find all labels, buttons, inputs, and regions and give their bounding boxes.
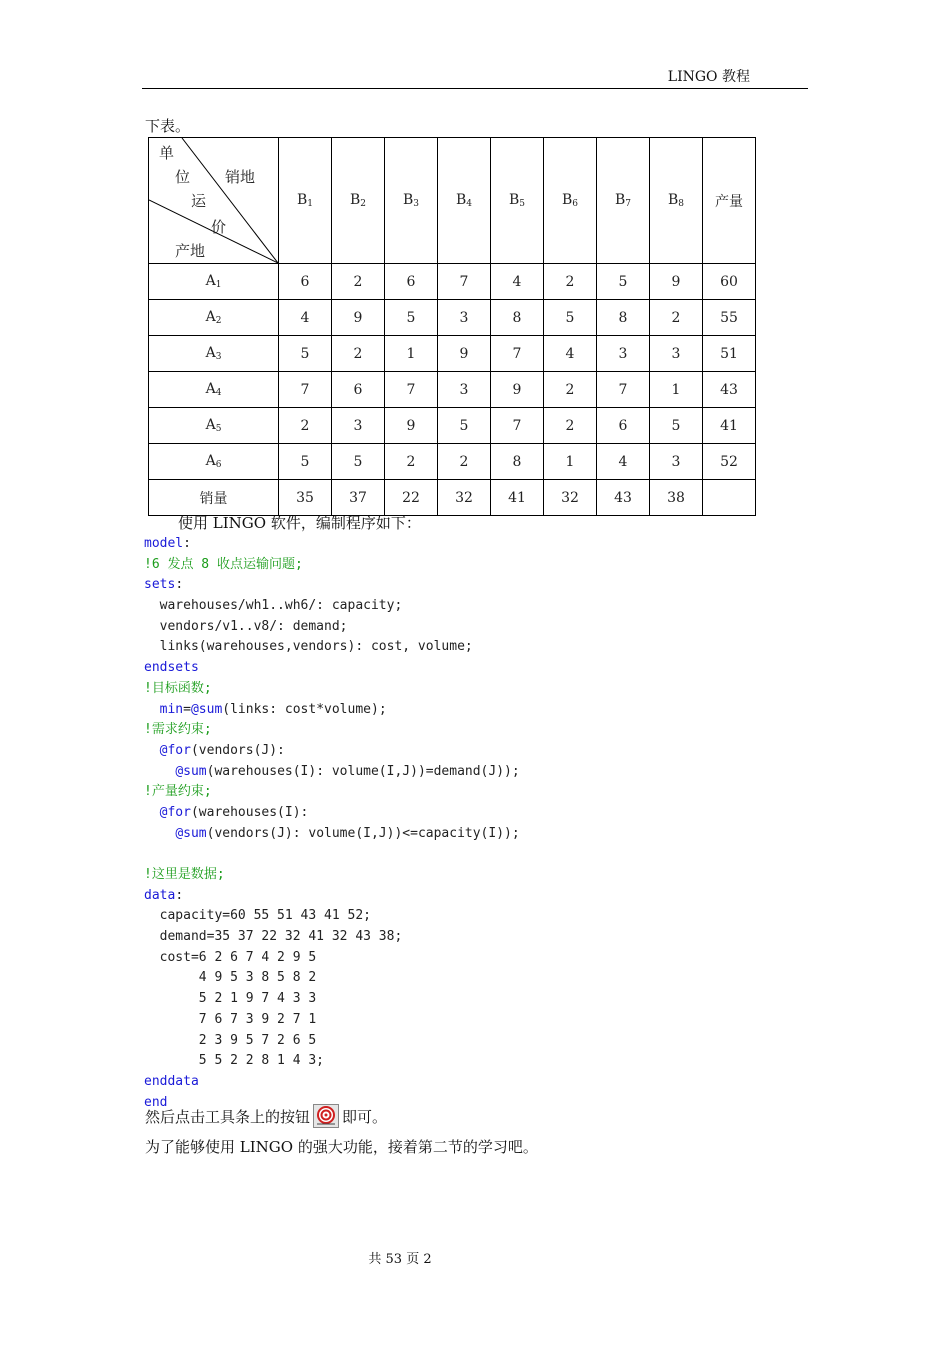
table-cell: 9 [650,264,703,300]
code-token [144,805,160,820]
sales-cell: 32 [438,480,491,516]
instruction-before-icon: 然后点击工具条上的按钮 [145,1107,311,1126]
table-cell: 2 [438,444,491,480]
code-token: (warehouses(I): volume(I,J))=demand(J)); [206,763,520,779]
code-token: demand=35 37 22 32 41 32 43 38; [144,929,403,945]
col-header: $B_7$ [597,138,650,264]
table-row [149,444,756,480]
table-cell: 3 [650,444,703,480]
table-row [149,336,756,372]
table-cell: 7 [491,336,544,372]
code-line [144,782,520,803]
table-cell: 5 [385,300,438,336]
code-line [144,720,520,741]
solve-target-icon[interactable] [313,1104,339,1128]
code-line [144,617,520,638]
transport-cost-table [148,137,756,516]
table-cell: 2 [332,264,385,300]
code-token: enddata [144,1073,199,1089]
closing-text: 为了能够使用 LINGO 的强大功能，接着第二节的学习吧。 [145,1138,538,1156]
code-line [144,679,520,700]
table-cell: 3 [438,372,491,408]
code-line [144,803,520,824]
code-line [144,637,520,658]
sales-label: 销量 [149,480,279,516]
table-cell: 7 [438,264,491,300]
code-line [144,968,520,989]
code-line [144,844,520,865]
empty-cell [703,480,756,516]
code-token: 7 6 7 3 9 2 7 1 [144,1011,317,1027]
production-cell: 43 [703,372,756,408]
table-cell: 4 [279,300,332,336]
code-token: !这里是数据; [144,867,225,882]
row-header: $A_3$ [149,336,279,372]
code-line [144,886,520,907]
code-line [144,596,520,617]
code-token: 5 2 1 9 7 4 3 3 [144,991,317,1007]
code-token: !产量约束; [144,784,212,800]
table-cell: 7 [491,408,544,444]
code-token: links(warehouses,vendors): cost, volume; [144,639,473,655]
code-token: = [183,701,191,717]
code-token: 2 3 9 5 7 2 6 5 [144,1032,317,1048]
table-cell: 5 [332,444,385,480]
corner-unit2-char: 位 [175,168,191,186]
page-footer: 共 53 页 2 [368,1252,432,1267]
code-token: model [144,536,184,551]
code-token: @sum [175,763,207,779]
code-token: 4 9 5 3 8 5 8 2 [144,970,317,986]
col-header: $B_4$ [438,138,491,264]
code-token: @sum [190,701,223,717]
code-line [144,824,520,845]
row-header: $A_1$ [149,264,279,300]
code-line [144,989,520,1010]
table-cell: 6 [597,408,650,444]
code-token: capacity=60 55 51 43 41 52; [144,908,371,924]
code-token [144,826,175,841]
code-line [144,1051,520,1072]
instruction-line [145,1104,387,1128]
table-cell: 6 [385,264,438,300]
sales-cell: 35 [279,480,332,516]
code-token [144,702,160,717]
code-line [144,700,520,721]
code-token: @for [159,742,191,758]
sales-cell: 37 [332,480,385,516]
code-line [144,948,520,969]
table-cell: 2 [332,336,385,372]
code-line [144,1031,520,1052]
code-token: endsets [144,660,199,676]
corner-dest-label: 销地 [225,168,256,186]
code-line [144,741,520,762]
table-cell: 4 [544,336,597,372]
col-header: $B_6$ [544,138,597,264]
code-token [144,743,160,758]
table-cell: 1 [544,444,597,480]
code-token: (links: cost*volume); [222,701,387,717]
table-cell: 7 [279,372,332,408]
table-cell: 3 [332,408,385,444]
table-corner-cell [149,138,279,264]
code-line [144,762,520,783]
production-cell: 60 [703,264,756,300]
code-line [144,906,520,927]
intro-text: 下表。 [145,117,191,135]
table-cell: 9 [491,372,544,408]
instruction-after-icon: 即可。 [342,1107,388,1126]
table-cell: 2 [544,264,597,300]
table-cell: 1 [385,336,438,372]
sales-cell: 41 [491,480,544,516]
col-header: $B_3$ [385,138,438,264]
code-token: : [175,887,184,903]
table-cell: 9 [385,408,438,444]
corner-origin-label: 产地 [175,242,206,260]
code-line [144,575,520,596]
table-cell: 2 [544,372,597,408]
code-token: !需求约束; [144,722,212,738]
sales-cell: 32 [544,480,597,516]
description-text: 使用 LINGO 软件，编制程序如下： [178,514,421,532]
code-token: !6 发点 8 收点运输问题; [144,556,303,572]
corner-price-char: 价 [211,218,227,236]
page-header-title: LINGO 教程 [667,69,750,85]
table-cell: 4 [597,444,650,480]
sales-cell: 43 [597,480,650,516]
row-header: $A_5$ [149,408,279,444]
sales-row [149,480,756,516]
production-cell: 51 [703,336,756,372]
code-token: warehouses/wh1..wh6/: capacity; [144,598,403,614]
table-cell: 2 [650,300,703,336]
production-header: 产量 [703,138,756,264]
production-cell: 55 [703,300,756,336]
table-cell: 7 [385,372,438,408]
col-header: $B_1$ [279,138,332,264]
code-token: : [175,577,184,593]
table-cell: 8 [491,444,544,480]
corner-unit-char: 单 [159,144,175,162]
code-token: cost=6 2 6 7 4 2 9 5 [144,949,317,965]
table-row [149,408,756,444]
col-header: $B_5$ [491,138,544,264]
code-line [144,865,520,886]
corner-transport-char: 运 [191,192,207,210]
table-cell: 2 [279,408,332,444]
code-line [144,658,520,679]
code-line [144,1072,520,1093]
code-token: sets [144,577,176,593]
table-cell: 5 [279,336,332,372]
header-rule [142,88,808,89]
sales-cell: 22 [385,480,438,516]
code-token: @for [159,804,191,820]
code-line [144,927,520,948]
table-cell: 5 [650,408,703,444]
production-cell: 52 [703,444,756,480]
code-token: !目标函数; [144,680,212,696]
table-cell: 3 [597,336,650,372]
code-token: min [159,701,184,717]
code-token: data [144,887,176,903]
sales-cell: 38 [650,480,703,516]
table-cell: 9 [438,336,491,372]
table-row [149,372,756,408]
table-cell: 7 [597,372,650,408]
row-header: $A_4$ [149,372,279,408]
table-cell: 5 [597,264,650,300]
col-header: $B_2$ [332,138,385,264]
table-cell: 9 [332,300,385,336]
table-cell: 5 [279,444,332,480]
production-cell: 41 [703,408,756,444]
table-cell: 5 [544,300,597,336]
code-token: : [183,536,191,551]
table-cell: 8 [491,300,544,336]
table-cell: 2 [544,408,597,444]
code-line [144,555,520,576]
code-token: (vendors(J): [190,742,285,758]
code-token: 5 5 2 2 8 1 4 3; [144,1053,325,1069]
code-token: (warehouses(I): [190,804,309,820]
table-cell: 2 [385,444,438,480]
table-cell: 6 [332,372,385,408]
code-token: (vendors(J): volume(I,J))<=capacity(I)); [206,825,520,841]
row-header: $A_2$ [149,300,279,336]
table-cell: 3 [650,336,703,372]
col-header: $B_8$ [650,138,703,264]
row-header: $A_6$ [149,444,279,480]
code-line [144,1010,520,1031]
table-cell: 1 [650,372,703,408]
code-token: vendors/v1..v8/: demand; [144,618,348,634]
table-cell: 6 [279,264,332,300]
code-token: end [144,1094,168,1110]
lingo-code-block [144,534,520,1113]
table-cell: 4 [491,264,544,300]
code-token [144,764,175,779]
code-token: @sum [175,825,207,841]
table-cell: 5 [438,408,491,444]
code-line [144,534,520,555]
table-row [149,264,756,300]
table-row [149,300,756,336]
table-cell: 8 [597,300,650,336]
table-cell: 3 [438,300,491,336]
